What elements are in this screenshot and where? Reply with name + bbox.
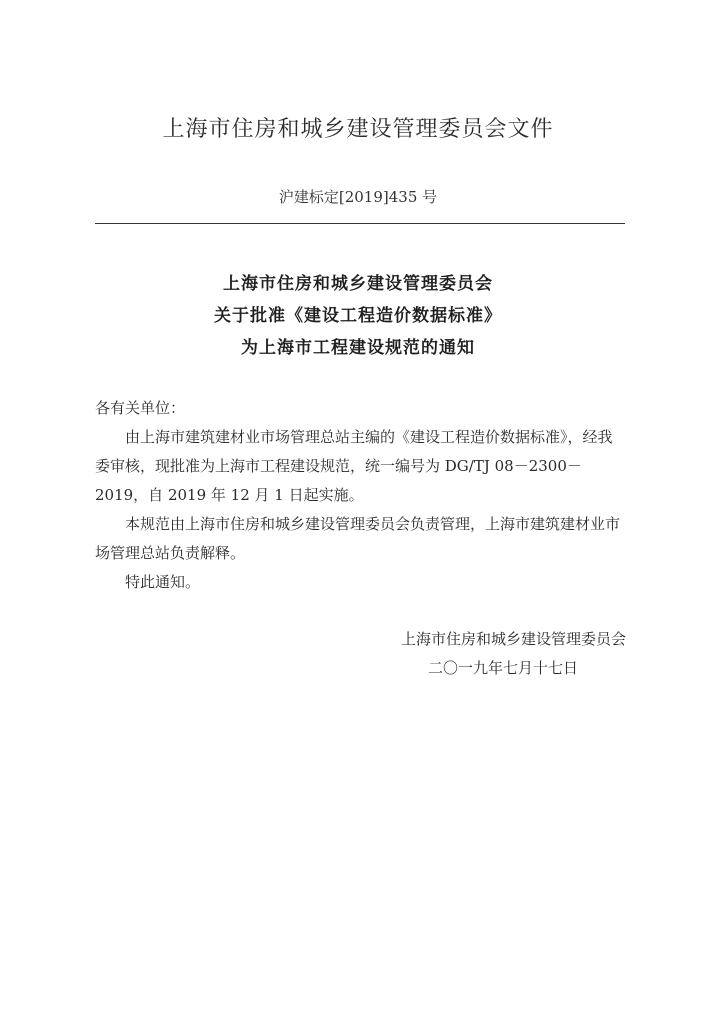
notice-title: [0, 268, 716, 364]
title-line-3: 为上海市工程建设规范的通知: [241, 338, 475, 358]
title-line-2: 关于批准《建设工程造价数据标准》: [214, 306, 502, 326]
signature-block: [300, 625, 626, 683]
signature-organization: 上海市住房和城乡建设管理委员会: [400, 630, 626, 648]
closing-line: 特此通知。: [125, 573, 201, 591]
title-line-1: 上海市住房和城乡建设管理委员会: [223, 274, 493, 294]
document-number: 沪建标定[2019]435 号: [278, 188, 438, 206]
notice-body: [95, 394, 625, 597]
body-paragraph-1: 由上海市建筑建材业市场管理总站主编的《建设工程造价数据标准》，经我委审核，现批准为上海市工程建设规范，统一编号为 DG/TJ 08－2300－2019，自 2019 年 12 月 1 日起实施。: [95, 428, 613, 504]
salutation: 各有关单位：: [95, 399, 186, 417]
header-divider: [95, 223, 625, 224]
issuer-header: 上海市住房和城乡建设管理委员会文件: [162, 117, 554, 142]
body-paragraph-2: 本规范由上海市住房和城乡建设管理委员会负责管理，上海市建筑建材业市场管理总站负责解释。: [95, 515, 621, 562]
signature-date: 二〇一九年七月十七日: [427, 659, 578, 677]
